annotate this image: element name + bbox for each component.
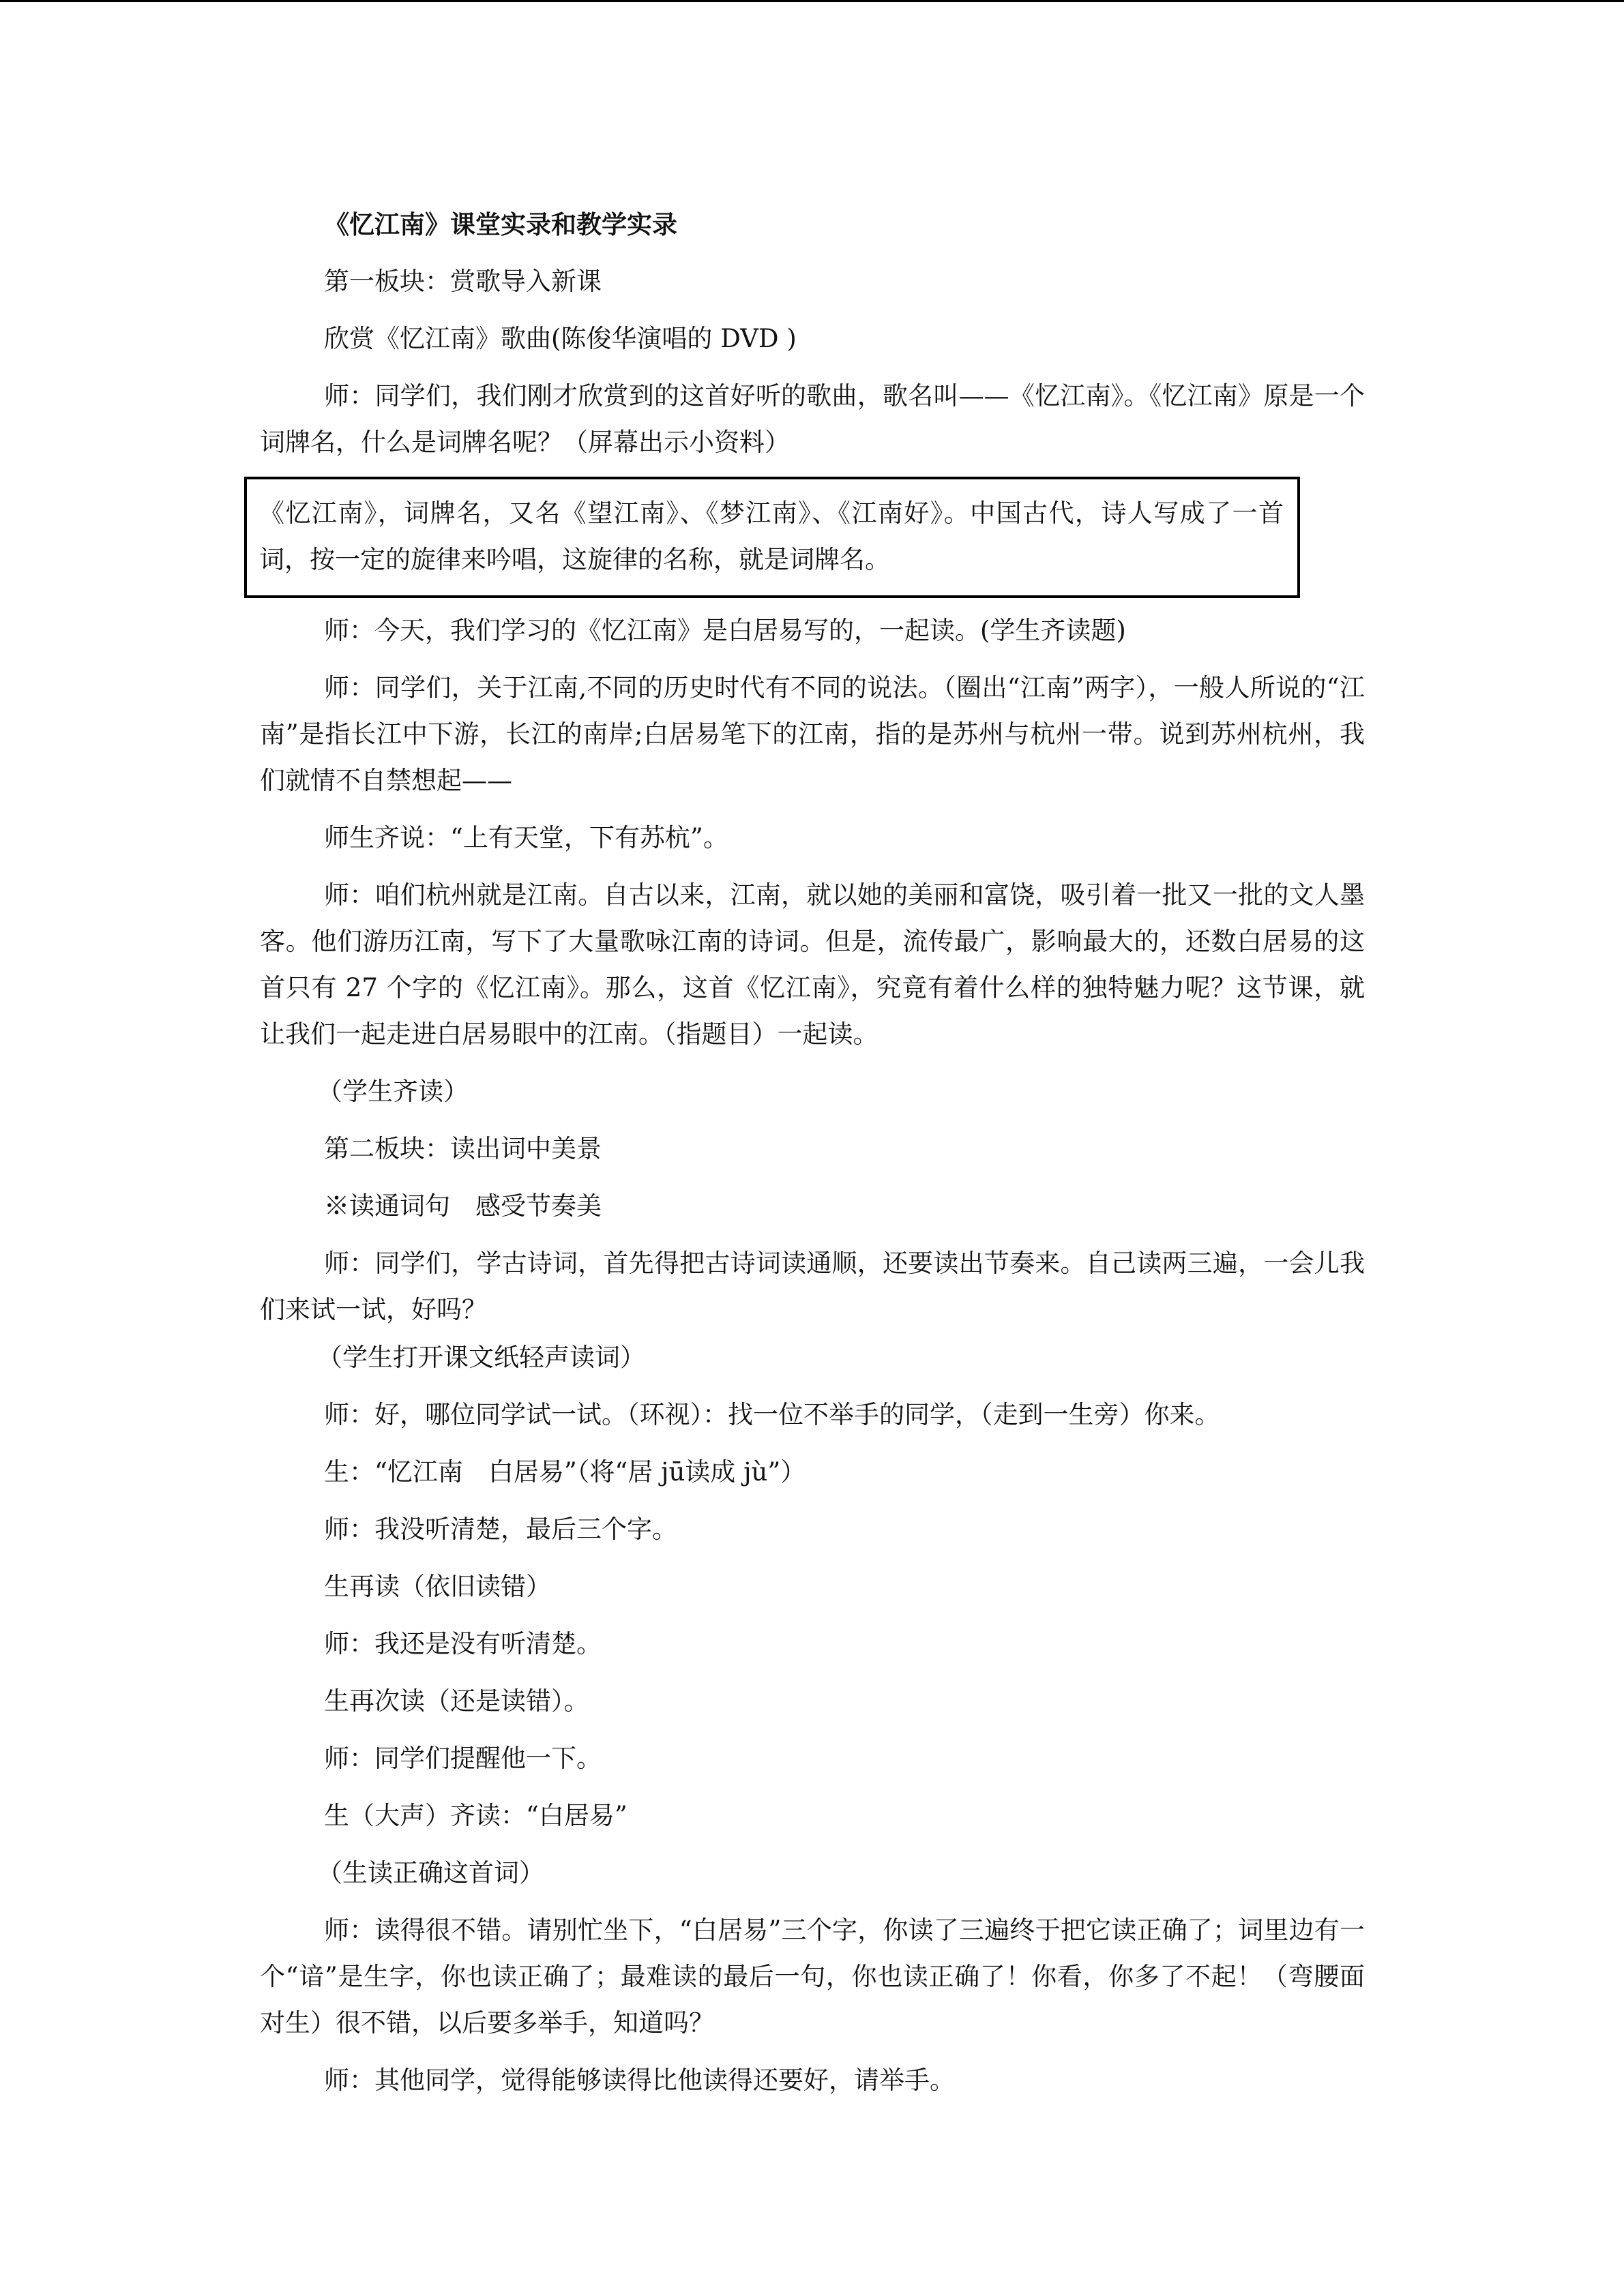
paragraph: 生再读（依旧读错） xyxy=(324,1572,551,1601)
paragraph: 师生齐说：“上有天堂，下有苏杭”。 xyxy=(324,823,728,852)
info-box xyxy=(244,477,1300,598)
document-title: 《忆江南》课堂实录和教学实录 xyxy=(324,209,677,239)
paragraph: 师：同学们，我们刚才欣赏到的这首好听的歌曲，歌名叫——《忆江南》。《忆江南》原是一个词牌名，什么是词牌名呢？（屏幕出示小资料） xyxy=(260,381,1365,457)
paragraph: 生（大声）齐读：“白居易” xyxy=(324,1801,628,1830)
paragraph: （学生齐读） xyxy=(317,1077,469,1106)
paragraph: 师：咱们杭州就是江南。自古以来，江南，就以她的美丽和富饶，吸引着一批又一批的文人墨客。他们游历江南，写下了大量歌咏江南的诗词。但是，流传最广，影响最大的，还数白居易的这首只有 27 个字的《忆江南》。那么，这首《忆江南》，究竟有着什么样的独特魅力呢？这节课，就让我们一起走进白居易眼中的江南。（指题目）一起读。 xyxy=(260,880,1365,1049)
paragraph: 第一板块：赏歌导入新课 xyxy=(324,267,602,296)
paragraph: 师：同学们提醒他一下。 xyxy=(324,1744,602,1773)
paragraph: 生：“忆江南 白居易”（将“居 jū读成 jù”） xyxy=(324,1457,806,1487)
paragraph: 师：我还是没有听清楚。 xyxy=(324,1629,602,1658)
section-heading: 第二板块：读出词中美景 xyxy=(324,1134,602,1163)
subsection-heading: ※读通词句 感受节奏美 xyxy=(324,1191,602,1221)
info-box-text: 《忆江南》，词牌名，又名《望江南》、《梦江南》、《江南好》。中国古代，诗人写成了一首词，按一定的旋律来吟唱，这旋律的名称，就是词牌名。 xyxy=(259,498,1284,574)
top-border-line xyxy=(0,0,1624,2)
paragraph: 师：同学们，学古诗词，首先得把古诗词读通顺，还要读出节奏来。自己读两三遍，一会儿我们来试一试，好吗？ xyxy=(260,1249,1365,1324)
paragraph: 师：今天，我们学习的《忆江南》是白居易写的，一起读。(学生齐读题) xyxy=(324,616,1126,645)
paragraph: 师：其他同学，觉得能够读得比他读得还要好，请举手。 xyxy=(324,2066,955,2095)
paragraph: 师：我没听清楚，最后三个字。 xyxy=(324,1515,677,1544)
paragraph: 师：好，哪位同学试一试。（环视）：找一位不举手的同学，（走到一生旁）你来。 xyxy=(324,1400,1220,1429)
paragraph: （学生打开课文纸轻声读词） xyxy=(317,1343,645,1372)
paragraph: 欣赏《忆江南》歌曲(陈俊华演唱的 DVD ) xyxy=(324,324,797,353)
paragraph: 生再次读（还是读错）。 xyxy=(324,1686,589,1716)
document-page xyxy=(260,201,1365,2115)
paragraph: 师：读得很不错。请别忙坐下，“白居易”三个字，你读了三遍终于把它读正确了；词里边有一个“谙”是生字，你也读正确了；最难读的最后一句，你也读正确了！你看，你多了不起！（弯腰面对生）很不错，以后要多举手，知道吗？ xyxy=(260,1915,1365,2038)
paragraph: 师：同学们，关于江南,不同的历史时代有不同的说法。（圈出“江南”两字），一般人所说的“江南”是指长江中下游，长江的南岸;白居易笔下的江南，指的是苏州与杭州一带。说到苏州杭州，我们就情不自禁想起—— xyxy=(260,673,1365,795)
paragraph: （生读正确这首词） xyxy=(317,1858,544,1888)
